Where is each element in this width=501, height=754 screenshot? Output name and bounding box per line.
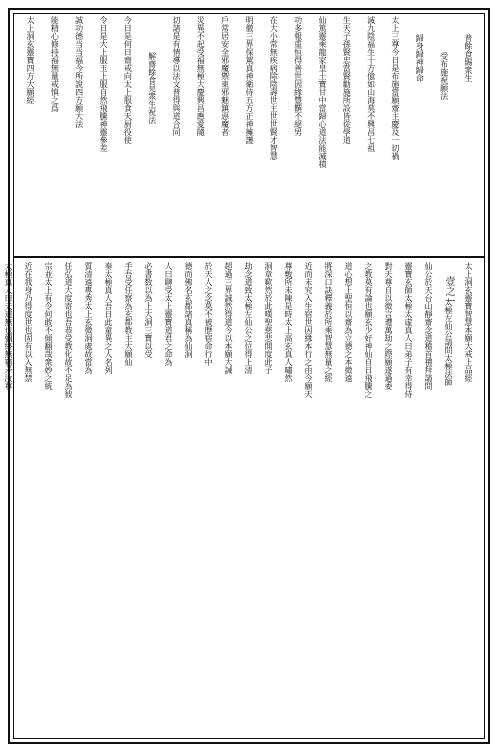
bottom-panel-column: 質清遠專秀太上玄微洞處故當為 <box>84 262 93 374</box>
bottom-panel-column: 劫念道致太極左仙公之位得上清 <box>244 262 253 374</box>
top-panel-column: 能精心修持福無量戒慎之爲 <box>50 16 60 112</box>
folio-note: 壹之一 <box>443 276 454 306</box>
bottom-panel-column: 超過三界誠然得道今以本願大誡 <box>224 262 233 374</box>
bottom-panel-column: 對天尊自以微言遭萬劫之際願遂過委 <box>384 262 393 390</box>
bottom-panel-column: 於天人之念莫不被歷宿命行中 <box>204 262 213 366</box>
top-panel-column: 太上三尊今日是布施當願齋主慶及一切禍 <box>390 16 400 160</box>
top-panel-column: 災異不起受福無極大慶興昌應愛隨 <box>196 16 206 136</box>
bottom-panel-column: 奏太極真人吾日此童異之人名列 <box>104 262 113 374</box>
bottom-panel-column: 洞章歎然於此嘆聖慈悲開度此子 <box>264 262 273 374</box>
bottom-panel-column: 德而佛名玄都諸真稱為仙洞 <box>184 262 193 358</box>
top-panel-column: 切諸是有情導以法文普得與道合同 <box>171 16 181 136</box>
top-panel-column: 誠功德当当福今所說四方願大法 <box>74 16 84 128</box>
bottom-panel-column: 太極真人曰夫道無也彌終無窮矛汝尊 <box>4 262 13 390</box>
bottom-panel-column: 道心想上聖恒以齋為立德之本微遠 <box>344 262 353 382</box>
top-panel-column: 令日是大上服玉上服自然飛騰神靈參差 <box>98 16 108 152</box>
bottom-panel-column: 任弘道大度寄也吾恭受教化故不足為彼 <box>64 262 73 398</box>
top-panel-column: 太上洞玄靈寶四方大願經 <box>26 16 35 104</box>
top-panel <box>16 16 482 252</box>
bottom-panel-column: 必書数以為上大洞三寶以受 <box>144 262 153 358</box>
bottom-panel-column: 人曰聊受太上靈寶道君之命為 <box>164 262 173 366</box>
bottom-panel-columns <box>4 262 482 736</box>
bottom-panel-column: 手吾受任察為玄都教主大願仙 <box>124 262 133 366</box>
top-panel-column: 在大小常無疾病除陰壽世主世世賢才智慧 <box>269 16 279 160</box>
top-panel-column: 解齋餘食見衆生祝法 <box>147 52 157 124</box>
bottom-panel-column: 靈寶玄師太極太虛真人曰弟子有幸得侍 <box>404 262 413 398</box>
top-panel-column: 歸身歸神歸命 <box>415 34 425 82</box>
bottom-panel-column: 之教莫有論也願玄少好神仙自日飛騰之 <box>364 262 373 398</box>
top-panel-column: 功多報重恒得善世因緣豐饌不絕男 <box>293 16 303 136</box>
top-panel-column: 今日是何日齋戒向太上服食天厨役使 <box>123 16 133 144</box>
top-panel-columns <box>16 16 482 252</box>
bottom-panel-column: 將深口訣釋義於所乘智慧無量之經 <box>324 262 333 382</box>
bottom-panel-column: 仙公於天台山靜齋念道稽首禮拜請問 <box>424 262 433 390</box>
bottom-panel-column: 太上洞玄靈寶智慧本願大戒上品經 <box>464 262 473 382</box>
top-panel-column: 普餘食賜衆生 <box>463 34 473 82</box>
bottom-panel-column: 近在我身乃得度世也固有以入無禁 <box>24 262 33 382</box>
top-panel-column: 明徹三界保駕真神衛侍五方正神擁護 <box>244 16 254 144</box>
top-panel-column: 受布施祝願法 <box>439 52 449 100</box>
bottom-panel-column: 宗並太上有令何敢不傾翻哉衆妙之統 <box>44 262 53 390</box>
bottom-panel-column: 尊敷所未陳是時太上高玄真人嘯然 <box>284 262 293 382</box>
panel-divider <box>13 256 485 258</box>
bottom-panel-column: 近而未究入生宿世因緣本行之由今願天 <box>304 262 313 398</box>
top-panel-column: 生天子孫賢忠當賢勸施所設皆從學道 <box>342 16 352 144</box>
bottom-panel-column: 太極左仙公請問太極法師 <box>444 298 453 386</box>
top-panel-column: 滅九陰福生十方億如山海莫不興昌七祖 <box>366 16 376 152</box>
top-panel-column: 戶常居安全邪魔禦東邪魅鎮惡魔者 <box>220 16 230 136</box>
top-panel-column: 仙篤靈乘龍家皇土寶甘中當歸心道法能滅積 <box>317 16 327 168</box>
bottom-panel <box>4 262 482 736</box>
